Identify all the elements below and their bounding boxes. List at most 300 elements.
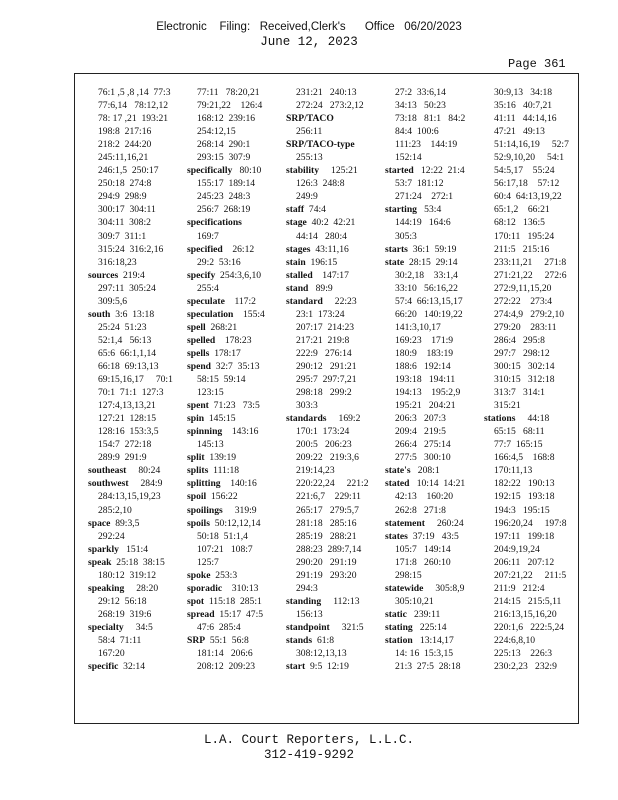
index-references: 169:7 (197, 230, 219, 242)
index-references: 56:17,18 57:12 (494, 178, 560, 190)
index-references: 204:9,19,24 (494, 543, 540, 555)
index-references: 53:4 (416, 204, 442, 216)
index-references: 231:21 240:13 (296, 87, 357, 98)
index-references: 293:15 307:9 (197, 152, 251, 164)
index-entry (385, 243, 476, 256)
index-references: 211:5 215:16 (494, 243, 550, 255)
index-references: 47:21 49:13 (494, 126, 545, 138)
index-entry (187, 634, 278, 647)
index-references: 207:17 214:23 (296, 321, 355, 333)
index-references: 34:5 (123, 621, 153, 633)
index-headword: SRP (187, 634, 206, 646)
index-entry (385, 608, 476, 621)
index-references: 58:15 59:14 (197, 374, 246, 386)
index-entry (187, 569, 278, 582)
index-references: 260:24 (424, 517, 464, 529)
index-references: 111:23 144:19 (395, 139, 458, 151)
index-references: 308:12,13,13 (296, 648, 347, 660)
index-entry (187, 334, 278, 347)
index-headword: standards (286, 413, 327, 425)
index-headword: spinning (187, 426, 223, 438)
index-entry (187, 451, 278, 464)
filing-stamp: Electronic Filing: Received,Clerk's Office 06/20/2023 (156, 21, 462, 33)
index-references: 188:6 192:14 (395, 360, 451, 372)
index-references: 239:11 (406, 608, 441, 620)
index-references: 166:4,5 168:8 (494, 452, 555, 464)
index-references: 221:6,7 229:11 (296, 491, 361, 503)
index-references: 112:13 (321, 595, 360, 607)
index-references: 79:21,22 126:4 (197, 100, 263, 112)
index-headword: stated (385, 478, 410, 490)
index-references: 89:9 (308, 282, 333, 294)
index-references: 32:7 35:13 (211, 360, 260, 372)
index-references: 22:23 (322, 295, 357, 307)
index-references: 268:14 290:1 (197, 139, 251, 151)
index-references: 255:13 (296, 152, 323, 164)
index-references: 272:24 273:2,12 (296, 100, 364, 112)
index-references: 262:8 271:8 (395, 504, 446, 516)
index-references: 193:18 194:11 (395, 374, 456, 386)
index-headword: stalled (286, 269, 313, 281)
index-references: 289:9 291:9 (98, 452, 147, 464)
index-references: 66:20 140:19,22 (395, 308, 463, 320)
index-references: 105:7 149:14 (395, 543, 451, 555)
index-references: 89:3,5 (110, 517, 140, 529)
index-box (74, 73, 579, 724)
index-references: 155:17 189:14 (197, 178, 256, 190)
index-references: 60:4 64:13,19,22 (494, 191, 562, 203)
index-headword: spoilings (187, 504, 223, 516)
index-references: 208:1 (410, 465, 440, 477)
index-references: 65:1,2 66:21 (494, 204, 550, 216)
index-entry (88, 621, 179, 634)
index-headword: splits (187, 465, 209, 477)
index-references: 169:23 171:9 (395, 334, 454, 346)
index-references: 125:7 (197, 556, 219, 568)
index-references: 71:23 73:5 (208, 400, 260, 412)
index-references: 29:2 53:16 (197, 256, 241, 268)
index-references: 292:24 (98, 530, 125, 542)
index-entry (385, 517, 476, 530)
index-entry (187, 490, 278, 503)
index-references: 34:13 50:23 (395, 100, 446, 112)
index-headword: staff (286, 204, 305, 216)
index-references: 151:4 (118, 543, 148, 555)
index-references: 37:19 43:5 (407, 530, 459, 542)
index-headword: southeast (88, 465, 127, 477)
index-entry (286, 256, 377, 269)
index-headword: speaking (88, 582, 125, 594)
index-headword: spread (187, 608, 215, 620)
index-references: 140:16 (220, 478, 257, 490)
index-references: 225:13 226:3 (494, 648, 553, 660)
index-headword: spoke (187, 569, 211, 581)
index-headword: stage (286, 217, 307, 229)
index-references: 28:15 29:14 (404, 256, 458, 268)
index-references: 284:9 (128, 478, 163, 490)
index-entry (286, 243, 377, 256)
index-references: 310:13 (222, 582, 259, 594)
index-entry (286, 282, 377, 295)
index-entry (88, 308, 179, 321)
index-references: 50:18 51:1,4 (197, 530, 248, 542)
index-references: 297:11 305:24 (98, 282, 156, 294)
index-headword: sparkly (88, 543, 119, 555)
index-references: 143:16 (222, 426, 259, 438)
index-entry (88, 582, 179, 595)
index-references: 139:19 (204, 452, 237, 464)
index-headword: spent (187, 400, 209, 412)
index-references: 209:22 219:3,6 (296, 452, 359, 464)
index-references: 145:13 (197, 439, 224, 451)
index-references: 35:16 40:7,21 (494, 100, 553, 112)
index-references: 245:11,16,21 (98, 152, 149, 164)
index-references: 219:4 (118, 269, 145, 281)
index-entry (187, 504, 278, 517)
index-references: 222:9 276:14 (296, 347, 352, 359)
index-references: 192:15 193:18 (494, 491, 555, 503)
index-references: 298:18 299:2 (296, 387, 352, 399)
index-references: 30:9,13 34:18 (494, 87, 553, 98)
index-references: 321:5 (329, 621, 364, 633)
index-references: 14: 16 15:3,15 (395, 648, 454, 660)
index-references: 214:15 215:5,11 (494, 595, 562, 607)
index-references: 272:22 273:4 (494, 295, 553, 307)
index-headword: stain (286, 256, 306, 268)
index-references: 194:13 195:2,9 (395, 387, 461, 399)
index-headword: statement (385, 517, 425, 529)
index-references: 250:18 274:8 (98, 178, 152, 190)
index-references: 54:5,17 55:24 (494, 165, 555, 177)
index-references: 268:21 (205, 321, 238, 333)
index-references: 217:21 219:8 (296, 334, 350, 346)
index-entry (187, 425, 278, 438)
index-references: 219:14,23 (296, 465, 335, 477)
index-headword: SRP/TACO-type (286, 139, 355, 151)
index-references: 28:20 (124, 582, 159, 594)
index-references: 271:21,22 272:6 (494, 269, 567, 281)
index-headword: specified (187, 243, 223, 255)
index-references: 9:5 12:19 (305, 661, 349, 673)
index-references: 42:13 160:20 (395, 491, 454, 503)
index-headword: spoils (187, 517, 210, 529)
index-references: 305:10,21 (395, 595, 434, 607)
index-entry (88, 269, 179, 282)
index-entry (286, 660, 377, 673)
index-references: 298:15 (395, 569, 422, 581)
index-references: 300:17 304:11 (98, 204, 156, 216)
index-references: 281:18 285:16 (296, 517, 357, 529)
index-headword: specifications (187, 217, 242, 229)
index-headword: sources (88, 269, 119, 281)
index-references: 319:9 (222, 504, 257, 516)
index-references: 29:12 56:18 (98, 595, 147, 607)
index-references: 23:1 173:24 (296, 308, 345, 320)
index-references: 61:8 (312, 634, 334, 646)
index-entry (88, 477, 179, 490)
index-references: 126:3 248:8 (296, 178, 345, 190)
index-headword: spot (187, 595, 205, 607)
index-entry (88, 660, 179, 673)
index-entry (286, 269, 377, 282)
index-column-3 (286, 86, 377, 673)
index-headword: state (385, 256, 405, 268)
index-entry (286, 164, 377, 177)
index-references: 208:12 209:23 (197, 661, 256, 673)
index-references: 253:3 (210, 569, 238, 581)
index-references: 55:1 56:8 (205, 634, 249, 646)
index-references: 170:1 173:24 (296, 426, 350, 438)
index-headword: stability (286, 165, 320, 177)
index-references: 225:14 (412, 621, 447, 633)
index-headword: specific (88, 661, 119, 673)
index-references: 206:3 207:3 (395, 413, 446, 425)
index-entry (385, 582, 476, 595)
index-references: 178:23 (215, 334, 252, 346)
index-headword: stands (286, 634, 313, 646)
index-references: 127:21 128:15 (98, 413, 157, 425)
index-references: 196:20,24 197:8 (494, 517, 567, 529)
index-entry (187, 243, 278, 256)
index-references: 141:3,10,17 (395, 321, 441, 333)
index-column-5 (484, 86, 575, 673)
index-headword: speculation (187, 308, 234, 320)
index-headword: spend (187, 360, 211, 372)
index-references: 170:11 195:24 (494, 230, 555, 242)
index-references: 315:24 316:2,16 (98, 243, 164, 255)
index-entry (286, 412, 377, 425)
page-number: Page 361 (508, 57, 566, 71)
index-headword: station (385, 634, 413, 646)
index-references: 32:14 (118, 661, 146, 673)
index-references: 254:12,15 (197, 126, 236, 138)
index-headword: specialty (88, 621, 124, 633)
index-entry (385, 164, 476, 177)
index-references: 155:4 (233, 308, 265, 320)
index-headword: southwest (88, 478, 129, 490)
index-references: 170:11,13 (494, 465, 533, 477)
index-references: 26:12 (222, 243, 255, 255)
index-references: 285:19 288:21 (296, 530, 357, 542)
index-references: 76:1 ,5 ,8 ,14 77:3 (98, 87, 171, 98)
index-references: 52:9,10,20 54:1 (494, 152, 565, 164)
index-headword: sporadic (187, 582, 223, 594)
index-entry (286, 138, 377, 151)
index-references: 309:5,6 (98, 295, 128, 307)
index-entry (187, 347, 278, 360)
index-entry (385, 621, 476, 634)
index-references: 73:18 81:1 84:2 (395, 113, 466, 125)
index-references: 274:4,9 279:2,10 (494, 308, 565, 320)
index-references: 194:3 195:15 (494, 504, 550, 516)
index-references: 107:21 108:7 (197, 543, 253, 555)
index-references: 218:2 244:20 (98, 139, 152, 151)
index-references: 51:14,16,19 52:7 (494, 139, 569, 151)
index-headword: standard (286, 295, 323, 307)
index-entry (385, 530, 476, 543)
index-references: 145:15 (204, 413, 236, 425)
index-references: 27:2 33:6,14 (395, 87, 446, 98)
index-references: 40:2 42:21 (306, 217, 356, 229)
index-entry (187, 399, 278, 412)
reporter-phone: 312-419-9292 (263, 748, 354, 762)
index-headword: started (385, 165, 414, 177)
index-entry (187, 164, 278, 177)
index-references: 209:4 219:5 (395, 426, 446, 438)
index-references: 295:7 297:7,21 (296, 374, 357, 386)
index-entry (187, 308, 278, 321)
index-references: 115:18 285:1 (204, 595, 262, 607)
index-entry (286, 621, 377, 634)
index-headword: spell (187, 321, 206, 333)
index-references: 254:3,6,10 (215, 269, 262, 281)
index-references: 156:22 (206, 491, 238, 503)
index-references: 58:4 71:11 (98, 634, 142, 646)
index-headword: statewide (385, 582, 424, 594)
index-entry (385, 256, 476, 269)
index-entry (88, 543, 179, 556)
index-references: 66:18 69:13,13 (98, 360, 159, 372)
index-references: 313:7 314:1 (494, 387, 545, 399)
index-headword: stages (286, 243, 311, 255)
index-references: 80:10 (232, 165, 262, 177)
index-headword: stating (385, 621, 413, 633)
index-references: 294:9 298:9 (98, 191, 147, 203)
index-references: 220:22,24 221:2 (296, 478, 369, 490)
index-references: 70:1 71:1 127:3 (98, 387, 164, 399)
index-entry (187, 321, 278, 334)
index-references: 168:12 239:16 (197, 113, 256, 125)
index-entry (187, 582, 278, 595)
index-headword: standing (286, 595, 322, 607)
index-headword: specify (187, 269, 216, 281)
reporter-name: L.A. Court Reporters, L.L.C. (203, 733, 415, 747)
index-references: 147:17 (312, 269, 349, 281)
index-entry (187, 477, 278, 490)
index-references: 196:15 (305, 256, 338, 268)
index-references: 125:21 (319, 165, 358, 177)
index-headword: south (88, 308, 111, 320)
index-references: 305:8,9 (423, 582, 465, 594)
index-references: 290:12 291:21 (296, 360, 357, 372)
index-references: 216:13,15,16,20 (494, 608, 557, 620)
index-references: 256:11 (296, 126, 323, 138)
index-entry (484, 412, 575, 425)
index-references: 180:12 319:12 (98, 569, 157, 581)
index-entry (286, 595, 377, 608)
index-entry (286, 112, 377, 125)
index-references: 300:15 302:14 (494, 360, 555, 372)
index-references: 123:15 (197, 387, 224, 399)
index-headword: start (286, 661, 306, 673)
index-references: 291:19 293:20 (296, 569, 357, 581)
index-headword: state's (385, 465, 411, 477)
index-references: 249:9 (296, 191, 318, 203)
index-references: 181:14 206:6 (197, 648, 253, 660)
index-references: 53:7 181:12 (395, 178, 444, 190)
index-references: 84:4 100:6 (395, 126, 439, 138)
index-references: 182:22 190:13 (494, 478, 555, 490)
index-references: 255:4 (197, 282, 219, 294)
index-references: 198:8 217:16 (98, 126, 152, 138)
index-headword: spoil (187, 491, 207, 503)
index-references: 43:11,16 (310, 243, 349, 255)
index-references: 297:7 298:12 (494, 347, 550, 359)
index-references: 127:4,13,13,21 (98, 400, 156, 412)
index-references: 41:11 44:14,16 (494, 113, 557, 125)
index-references: 69:15,16,17 70:1 (98, 374, 173, 386)
index-entry (385, 477, 476, 490)
index-references: 68:12 136:5 (494, 217, 545, 229)
index-headword: stand (286, 282, 309, 294)
index-references: 310:15 312:18 (494, 374, 555, 386)
index-references: 169:2 (326, 413, 361, 425)
index-references: 25:24 51:23 (98, 321, 147, 333)
index-references: 21:3 27:5 28:18 (395, 661, 461, 673)
index-entry (187, 412, 278, 425)
index-entry (286, 295, 377, 308)
index-references: 315:21 (494, 400, 521, 412)
index-headword: standpoint (286, 621, 330, 633)
index-references: 309:7 311:1 (98, 230, 147, 242)
index-entry (286, 634, 377, 647)
index-references: 167:20 (98, 648, 125, 660)
index-headword: specifically (187, 165, 233, 177)
index-entry (187, 517, 278, 530)
hearing-date: June 12, 2023 (260, 35, 358, 49)
index-entry (286, 203, 377, 216)
index-references: 156:13 (296, 608, 323, 620)
index-references: 220:1,6 222:5,24 (494, 621, 565, 633)
index-references: 171:8 260:10 (395, 556, 451, 568)
index-references: 78: 17 ,21 193:21 (98, 113, 169, 125)
index-references: 10:14 14:21 (409, 478, 466, 490)
index-references: 272:9,11,15,20 (494, 282, 552, 294)
index-references: 233:11,21 271:8 (494, 256, 567, 268)
index-headword: space (88, 517, 111, 529)
index-entry (187, 360, 278, 373)
index-references: 200:5 206:23 (296, 439, 352, 451)
index-references: 245:23 248:3 (197, 191, 251, 203)
index-references: 30:2,18 33:1,4 (395, 269, 458, 281)
index-entry (385, 634, 476, 647)
index-references: 111:18 (208, 465, 240, 477)
index-references: 316:18,23 (98, 256, 137, 268)
index-references: 154:7 272:18 (98, 439, 152, 451)
index-headword: starting (385, 204, 417, 216)
index-references: 288:23 289:7,14 (296, 543, 362, 555)
index-references: 271:24 272:1 (395, 191, 454, 203)
index-references: 3:6 13:18 (110, 308, 155, 320)
index-references: 178:17 (209, 347, 241, 359)
index-references: 207:21,22 211:5 (494, 569, 567, 581)
index-references: 246:1,5 250:17 (98, 165, 159, 177)
index-references: 256:7 268:19 (197, 204, 251, 216)
index-references: 57:4 66:13,15,17 (395, 295, 463, 307)
index-references: 13:14,17 (412, 634, 454, 646)
index-headword: spin (187, 413, 205, 425)
index-references: 265:17 279:5,7 (296, 504, 359, 516)
index-references: 197:11 199:18 (494, 530, 555, 542)
index-headword: starts (385, 243, 408, 255)
index-references: 52:1,4 56:13 (98, 334, 152, 346)
index-references: 77:6,14 78:12,12 (98, 100, 169, 112)
index-references: 15:17 47:5 (214, 608, 264, 620)
index-column-1 (88, 86, 179, 673)
index-references: 50:12,12,14 (209, 517, 261, 529)
index-entry (88, 464, 179, 477)
index-headword: speculate (187, 295, 225, 307)
